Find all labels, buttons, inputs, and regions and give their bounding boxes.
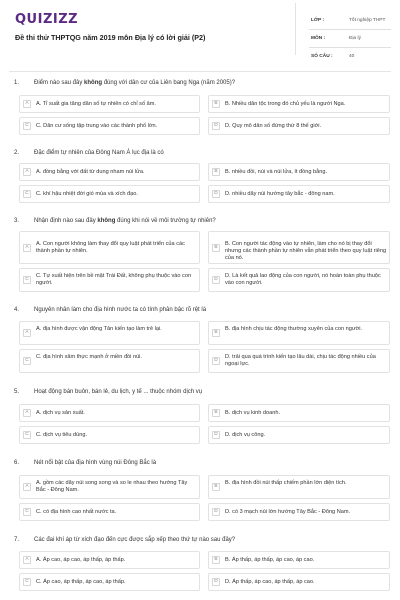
meta-row-subject: MÔN : Địa lý [309, 31, 391, 48]
option-text: D. trải qua quá trình kiến tạo lâu dài, chịu tác động nhiều của ngoại lực. [225, 354, 376, 367]
option-letter-box: D [212, 122, 220, 130]
question-number: 1. [14, 80, 20, 86]
meta-table [309, 13, 391, 67]
option-text: B. địa hình chịu tác động thường xuyên của con người. [225, 326, 363, 332]
option-text: C. có địa hình cao nhất nước ta. [36, 508, 117, 515]
option-letter-box: B [212, 409, 220, 417]
option-text: A. Áp cao, áp cao, áp thấp, áp thấp. [36, 556, 126, 563]
question-text-part: Nét nổi bật của địa hình vùng núi Đông Bắc là [34, 460, 157, 466]
answer-option-c[interactable] [19, 349, 200, 373]
option-letter-box: C [23, 190, 31, 198]
option-text: B. Nhiều dân tộc trong đó chủ yếu là người Nga. [225, 100, 346, 107]
header-divider [295, 3, 296, 55]
answer-option-c[interactable] [19, 426, 200, 444]
question-text [34, 537, 389, 543]
header-rule [9, 71, 391, 72]
option-letter-box: D [212, 190, 220, 198]
option-text: D. Quy mô dân số đứng thứ 8 thế giới. [225, 122, 322, 129]
option-text: D. nhiều dãy núi hướng tây bắc - đông nam. [225, 190, 335, 197]
option-letter-box: C [23, 122, 31, 130]
answer-option-b[interactable] [208, 163, 390, 181]
answer-option-a[interactable] [19, 163, 200, 181]
option-text: A. gồm các dãy núi song song và so le nhau theo hướng Tây Bắc - Đông Nam. [36, 480, 188, 493]
answer-option-b[interactable] [208, 475, 390, 499]
answer-option-c[interactable] [19, 503, 200, 521]
option-letter-box: D [212, 276, 220, 284]
option-letter-box: A [23, 483, 31, 491]
option-letter-box: D [212, 431, 220, 439]
option-text: D. có 3 mạch núi lớn hướng Tây Bắc - Đông Nam. [225, 508, 351, 515]
answer-option-a[interactable] [19, 231, 200, 264]
answer-option-d[interactable] [208, 117, 390, 135]
option-text: B. dịch vụ kinh doanh. [225, 409, 281, 416]
option-letter-box: C [23, 431, 31, 439]
option-letter-box: C [23, 578, 31, 586]
option-text: A. Tỉ suất gia tăng dân số tự nhiên có chỉ số âm. [36, 100, 156, 107]
option-letter-box: D [212, 357, 220, 365]
option-letter-box: A [23, 329, 31, 337]
option-letter-box: A [23, 556, 31, 564]
option-letter-box: A [23, 168, 31, 176]
option-letter-box: B [212, 329, 220, 337]
question-text-part: Đặc điểm tự nhiên của Đông Nam Á lục địa là có [34, 150, 164, 156]
option-text: B. Áp thấp, áp thấp, áp cao, áp cao. [225, 556, 315, 563]
question-number: 3. [14, 218, 20, 224]
question-number: 6. [14, 460, 20, 466]
option-letter-box: D [212, 578, 220, 586]
answer-option-b[interactable] [208, 551, 390, 569]
option-letter-box: A [23, 409, 31, 417]
meta-row-count: SỐ CÂU : 40 [311, 54, 355, 59]
answer-option-a[interactable] [19, 321, 200, 345]
question-number: 4. [14, 307, 20, 313]
option-text: D. Áp thấp, áp cao, áp thấp, áp cao. [225, 578, 315, 585]
answer-option-d[interactable] [208, 268, 390, 292]
question-text [34, 80, 389, 86]
option-text: D. Là kết quả lao động của con người, nó hoàn toàn phụ thuộc vào con người. [225, 273, 381, 286]
question-text-part: Các đai khí áp từ xích đạo đến cực được sắp xếp theo thứ tự nào sau đây? [34, 537, 236, 543]
option-letter-box: A [23, 100, 31, 108]
question-text-part: Nhận định nào sau đây [34, 218, 98, 224]
question-number: 5. [14, 389, 20, 395]
question-text [34, 460, 389, 466]
answer-option-c[interactable] [19, 117, 200, 135]
question-text-part: đúng khi nói về môi trường tự nhiên? [115, 218, 216, 224]
answer-option-d[interactable] [208, 573, 390, 591]
option-text: A. đồng bằng với đất từ dung nham núi lửa. [36, 168, 145, 175]
option-text: B. Con người tác động vào tự nhiên, làm cho nó bị thay đổi nhưng các thành phần tự nhiên vẫn phát triển theo quy luật riêng của nó. [225, 240, 387, 261]
option-letter-box: B [212, 168, 220, 176]
option-text: C. Dân cư sống tập trung vào các thành phố lớn. [36, 122, 158, 129]
answer-option-a[interactable] [19, 551, 200, 569]
answer-option-b[interactable] [208, 321, 390, 345]
question-text [34, 150, 389, 156]
answer-option-c[interactable] [19, 268, 200, 292]
question-text-part: Nguyên nhân làm cho địa hình nước ta có tính phân bậc rõ rệt là [34, 307, 207, 313]
question-text-emphasis: không [97, 218, 116, 224]
answer-option-a[interactable] [19, 475, 200, 499]
option-text: D. dịch vụ công. [225, 431, 266, 438]
page-title: Đề thi thử THPTQG năm 2019 môn Địa lý có lời giải (P2) [15, 33, 206, 42]
option-letter-box: B [212, 556, 220, 564]
option-text: A. địa hình được vận động Tân kiến tạo làm trẻ lại. [36, 326, 162, 332]
option-text: C. khí hậu nhiệt đới gió mùa và xích đạo. [36, 190, 138, 197]
option-letter-box: A [23, 244, 31, 252]
answer-option-a[interactable] [19, 404, 200, 422]
question-text-part: Hoạt động bán buôn, bán lẻ, du lịch, y tế ... thuộc nhóm dịch vụ [34, 389, 203, 395]
answer-option-b[interactable] [208, 95, 390, 113]
option-text: B. nhiều đồi, núi và núi lửa, ít đồng bằng. [225, 168, 328, 175]
option-letter-box: C [23, 276, 31, 284]
answer-option-d[interactable] [208, 426, 390, 444]
question-text-part: Điểm nào sau đây [34, 80, 85, 86]
option-letter-box: D [212, 508, 220, 516]
question-text-emphasis: không [84, 80, 103, 86]
answer-option-d[interactable] [208, 185, 390, 203]
question-number: 7. [14, 537, 20, 543]
answer-option-d[interactable] [208, 503, 390, 521]
question-text [34, 218, 389, 224]
option-text: A. Con người không làm thay đổi quy luật phát triển của các thành phần tự nhiên. [36, 240, 185, 254]
answer-option-b[interactable] [208, 231, 390, 264]
answer-option-c[interactable] [19, 185, 200, 203]
option-letter-box: B [212, 483, 220, 491]
answer-option-b[interactable] [208, 404, 390, 422]
question-text [34, 389, 389, 395]
option-letter-box: C [23, 357, 31, 365]
question-text [34, 307, 389, 313]
option-letter-box: B [212, 100, 220, 108]
option-text: A. dịch vụ sản xuất. [36, 409, 85, 416]
option-letter-box: C [23, 508, 31, 516]
meta-row-class: LỚP : Tốt nghiệp THPT [309, 13, 391, 30]
option-text: C. Áp cao, áp thấp, áp cao, áp thấp. [36, 578, 126, 585]
question-number: 2. [14, 150, 20, 156]
answer-option-d[interactable] [208, 349, 390, 373]
answer-option-c[interactable] [19, 573, 200, 591]
option-text: C. địa hình xâm thực mạnh ở miền đồi núi. [36, 354, 142, 360]
option-text: C. dịch vụ tiêu dùng. [36, 431, 87, 438]
question-text-part: đúng với dân cư của Liên bang Nga (năm 2005)? [102, 80, 236, 86]
answer-option-a[interactable] [19, 95, 200, 113]
quizizz-logo: QUIZIZZ [15, 12, 79, 27]
option-letter-box: B [212, 244, 220, 252]
option-text: C. Tự xuất hiện trên bề mặt Trái Đất, không phụ thuộc vào con người. [36, 273, 192, 286]
option-text: B. địa hình đồi núi thấp chiếm phần lớn diện tích. [225, 480, 347, 486]
